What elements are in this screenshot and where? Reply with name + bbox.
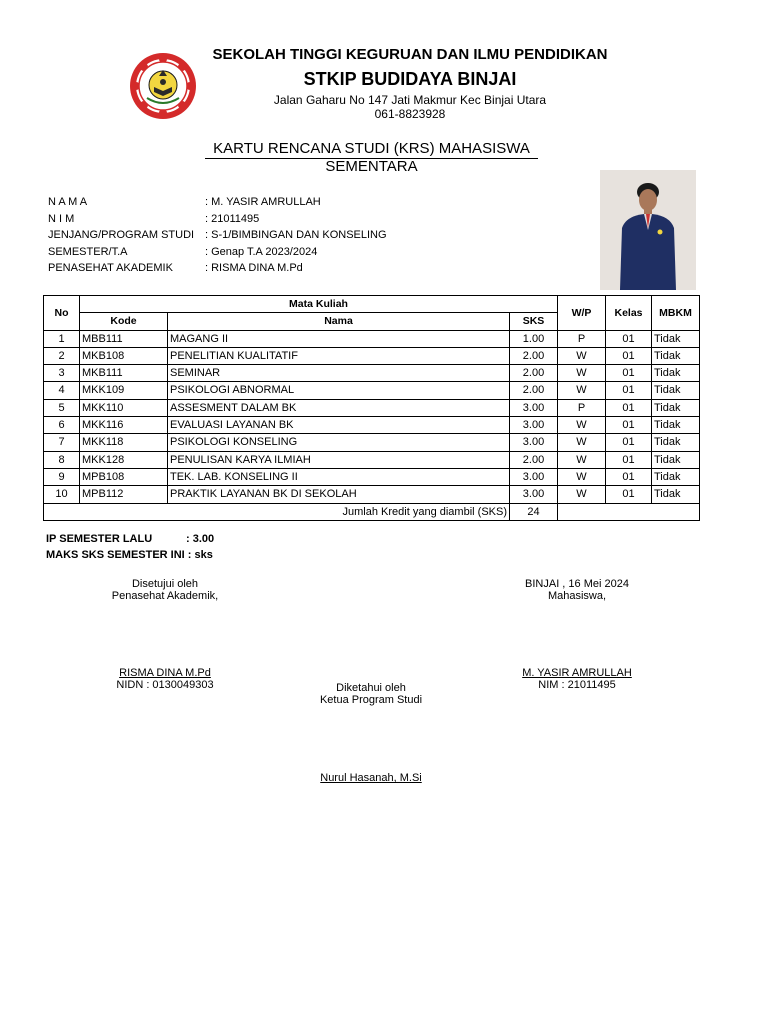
total-row [44,503,700,520]
info-value: : Genap T.A 2023/2024 [205,245,318,258]
college-address: Jalan Gaharu No 147 Jati Makmur Kec Binjai Utara [273,93,547,107]
table-row [44,468,700,485]
cell-mbkm: Tidak [652,365,700,382]
institution-name: SEKOLAH TINGGI KEGURUAN DAN ILMU PENDIDIKAN [212,46,608,63]
cell-sks: 2.00 [510,382,558,399]
cell-wp: P [558,399,606,416]
cell-mbkm: Tidak [652,382,700,399]
signature-right [497,667,657,691]
approval-right [497,578,657,602]
approval-middle [291,682,451,706]
signature-left [85,667,245,691]
approval-right-line2: Mahasiswa, [547,590,607,602]
cell-sks: 3.00 [510,434,558,451]
student-nim: NIM : 21011495 [538,679,616,691]
info-label: N A M A [48,196,88,208]
cell-wp: W [558,434,606,451]
cell-mbkm: Tidak [652,434,700,451]
cell-nama: SEMINAR [168,365,510,382]
ip-semester [46,533,214,545]
cell-wp: W [558,365,606,382]
info-row-program [48,227,387,244]
cell-kode: MKK110 [80,399,168,416]
cell-kelas: 01 [606,451,652,468]
college-phone: 061-8823928 [374,107,446,121]
total-value: 24 [510,503,558,520]
info-label: PENASEHAT AKADEMIK [48,262,173,274]
course-table [43,295,700,521]
college-name: STKIP BUDIDAYA BINJAI [303,69,517,89]
table-row [44,365,700,382]
cell-sks: 3.00 [510,468,558,485]
cell-kode: MKK116 [80,417,168,434]
cell-nama: PSIKOLOGI KONSELING [168,434,510,451]
col-header-kelas: Kelas [606,296,652,331]
cell-wp: W [558,468,606,485]
cell-nama: PRAKTIK LAYANAN BK DI SEKOLAH [168,486,510,503]
cell-no: 6 [44,417,80,434]
col-header-no: No [44,296,80,331]
info-value: : M. YASIR AMRULLAH [205,196,321,208]
cell-wp: W [558,417,606,434]
cell-kode: MKK109 [80,382,168,399]
approval-left [85,578,245,602]
cell-wp: W [558,486,606,503]
cell-kode: MKB108 [80,347,168,364]
col-header-mbkm: MBKM [652,296,700,331]
advisor-nidn: NIDN : 0130049303 [116,679,214,691]
table-row [44,434,700,451]
col-header-sks: SKS [510,313,558,330]
info-label: SEMESTER/T.A [48,245,128,258]
approval-right-line1: BINJAI , 16 Mei 2024 [525,578,629,590]
cell-kelas: 01 [606,468,652,485]
cell-wp: P [558,330,606,347]
cell-sks: 3.00 [510,417,558,434]
cell-kode: MKK118 [80,434,168,451]
info-label: JENJANG/PROGRAM STUDI [48,229,195,241]
cell-nama: MAGANG II [168,330,510,347]
cell-mbkm: Tidak [652,330,700,347]
cell-mbkm: Tidak [652,486,700,503]
cell-no: 1 [44,330,80,347]
table-row [44,382,700,399]
col-header-mata-kuliah: Mata Kuliah [80,296,558,313]
info-label: N I M [48,212,75,225]
cell-sks: 2.00 [510,347,558,364]
table-row [44,330,700,347]
approval-left-line2: Penasehat Akademik, [111,590,219,602]
info-row-advisor [48,260,387,277]
table-row [44,451,700,468]
cell-wp: W [558,347,606,364]
cell-mbkm: Tidak [652,347,700,364]
cell-no: 7 [44,434,80,451]
cell-no: 3 [44,365,80,382]
cell-nama: PSIKOLOGI ABNORMAL [168,382,510,399]
cell-kelas: 01 [606,417,652,434]
cell-no: 5 [44,399,80,416]
col-header-wp: W/P [558,296,606,331]
cell-mbkm: Tidak [652,451,700,468]
table-row [44,347,700,364]
cell-kelas: 01 [606,486,652,503]
cell-kode: MBB111 [80,330,168,347]
cell-no: 4 [44,382,80,399]
document-title: KARTU RENCANA STUDI (KRS) MAHASISWA [205,140,538,159]
cell-no: 9 [44,468,80,485]
total-empty [558,503,700,520]
cell-nama: TEK. LAB. KONSELING II [168,468,510,485]
col-header-nama: Nama [168,313,510,330]
cell-wp: W [558,382,606,399]
cell-sks: 3.00 [510,486,558,503]
cell-kelas: 01 [606,434,652,451]
cell-wp: W [558,451,606,468]
cell-mbkm: Tidak [652,417,700,434]
cell-kode: MKK128 [80,451,168,468]
info-row-nim [48,211,387,228]
table-row [44,417,700,434]
cell-kelas: 01 [606,399,652,416]
cell-kode: MPB112 [80,486,168,503]
student-photo [600,170,696,290]
table-row [44,399,700,416]
cell-nama: PENELITIAN KUALITATIF [168,347,510,364]
cell-no: 8 [44,451,80,468]
ip-label: IP SEMESTER LALU [46,533,153,545]
cell-kelas: 01 [606,347,652,364]
cell-kelas: 01 [606,330,652,347]
cell-no: 2 [44,347,80,364]
info-row-semester [48,244,387,261]
total-label: Jumlah Kredit yang diambil (SKS) [44,503,510,520]
cell-sks: 3.00 [510,399,558,416]
ip-value: : 3.00 [186,533,215,545]
info-value: : RISMA DINA M.Pd [205,262,303,274]
student-name: M. YASIR AMRULLAH [522,667,632,679]
cell-nama: PENULISAN KARYA ILMIAH [168,451,510,468]
approval-middle-line1: Diketahui oleh [336,682,406,694]
approval-left-line1: Disetujui oleh [131,578,199,590]
cell-sks: 2.00 [510,365,558,382]
program-head-name: Nurul Hasanah, M.Si [320,772,422,784]
document-subtitle: SEMENTARA [325,158,418,175]
cell-nama: ASSESMENT DALAM BK [168,399,510,416]
cell-sks: 1.00 [510,330,558,347]
cell-mbkm: Tidak [652,468,700,485]
maks-sks: MAKS SKS SEMESTER INI : sks [46,549,213,561]
info-value: : 21011495 [205,212,260,225]
info-value: : S-1/BIMBINGAN DAN KONSELING [205,229,387,241]
cell-kode: MKB111 [80,365,168,382]
cell-sks: 2.00 [510,451,558,468]
cell-kelas: 01 [606,365,652,382]
col-header-kode: Kode [80,313,168,330]
approval-middle-line2: Ketua Program Studi [319,694,423,706]
cell-no: 10 [44,486,80,503]
info-row-name [48,194,387,211]
cell-kode: MPB108 [80,468,168,485]
advisor-name: RISMA DINA M.Pd [119,667,211,679]
cell-mbkm: Tidak [652,399,700,416]
student-info [48,194,387,277]
cell-nama: EVALUASI LAYANAN BK [168,417,510,434]
table-row [44,486,700,503]
cell-kelas: 01 [606,382,652,399]
